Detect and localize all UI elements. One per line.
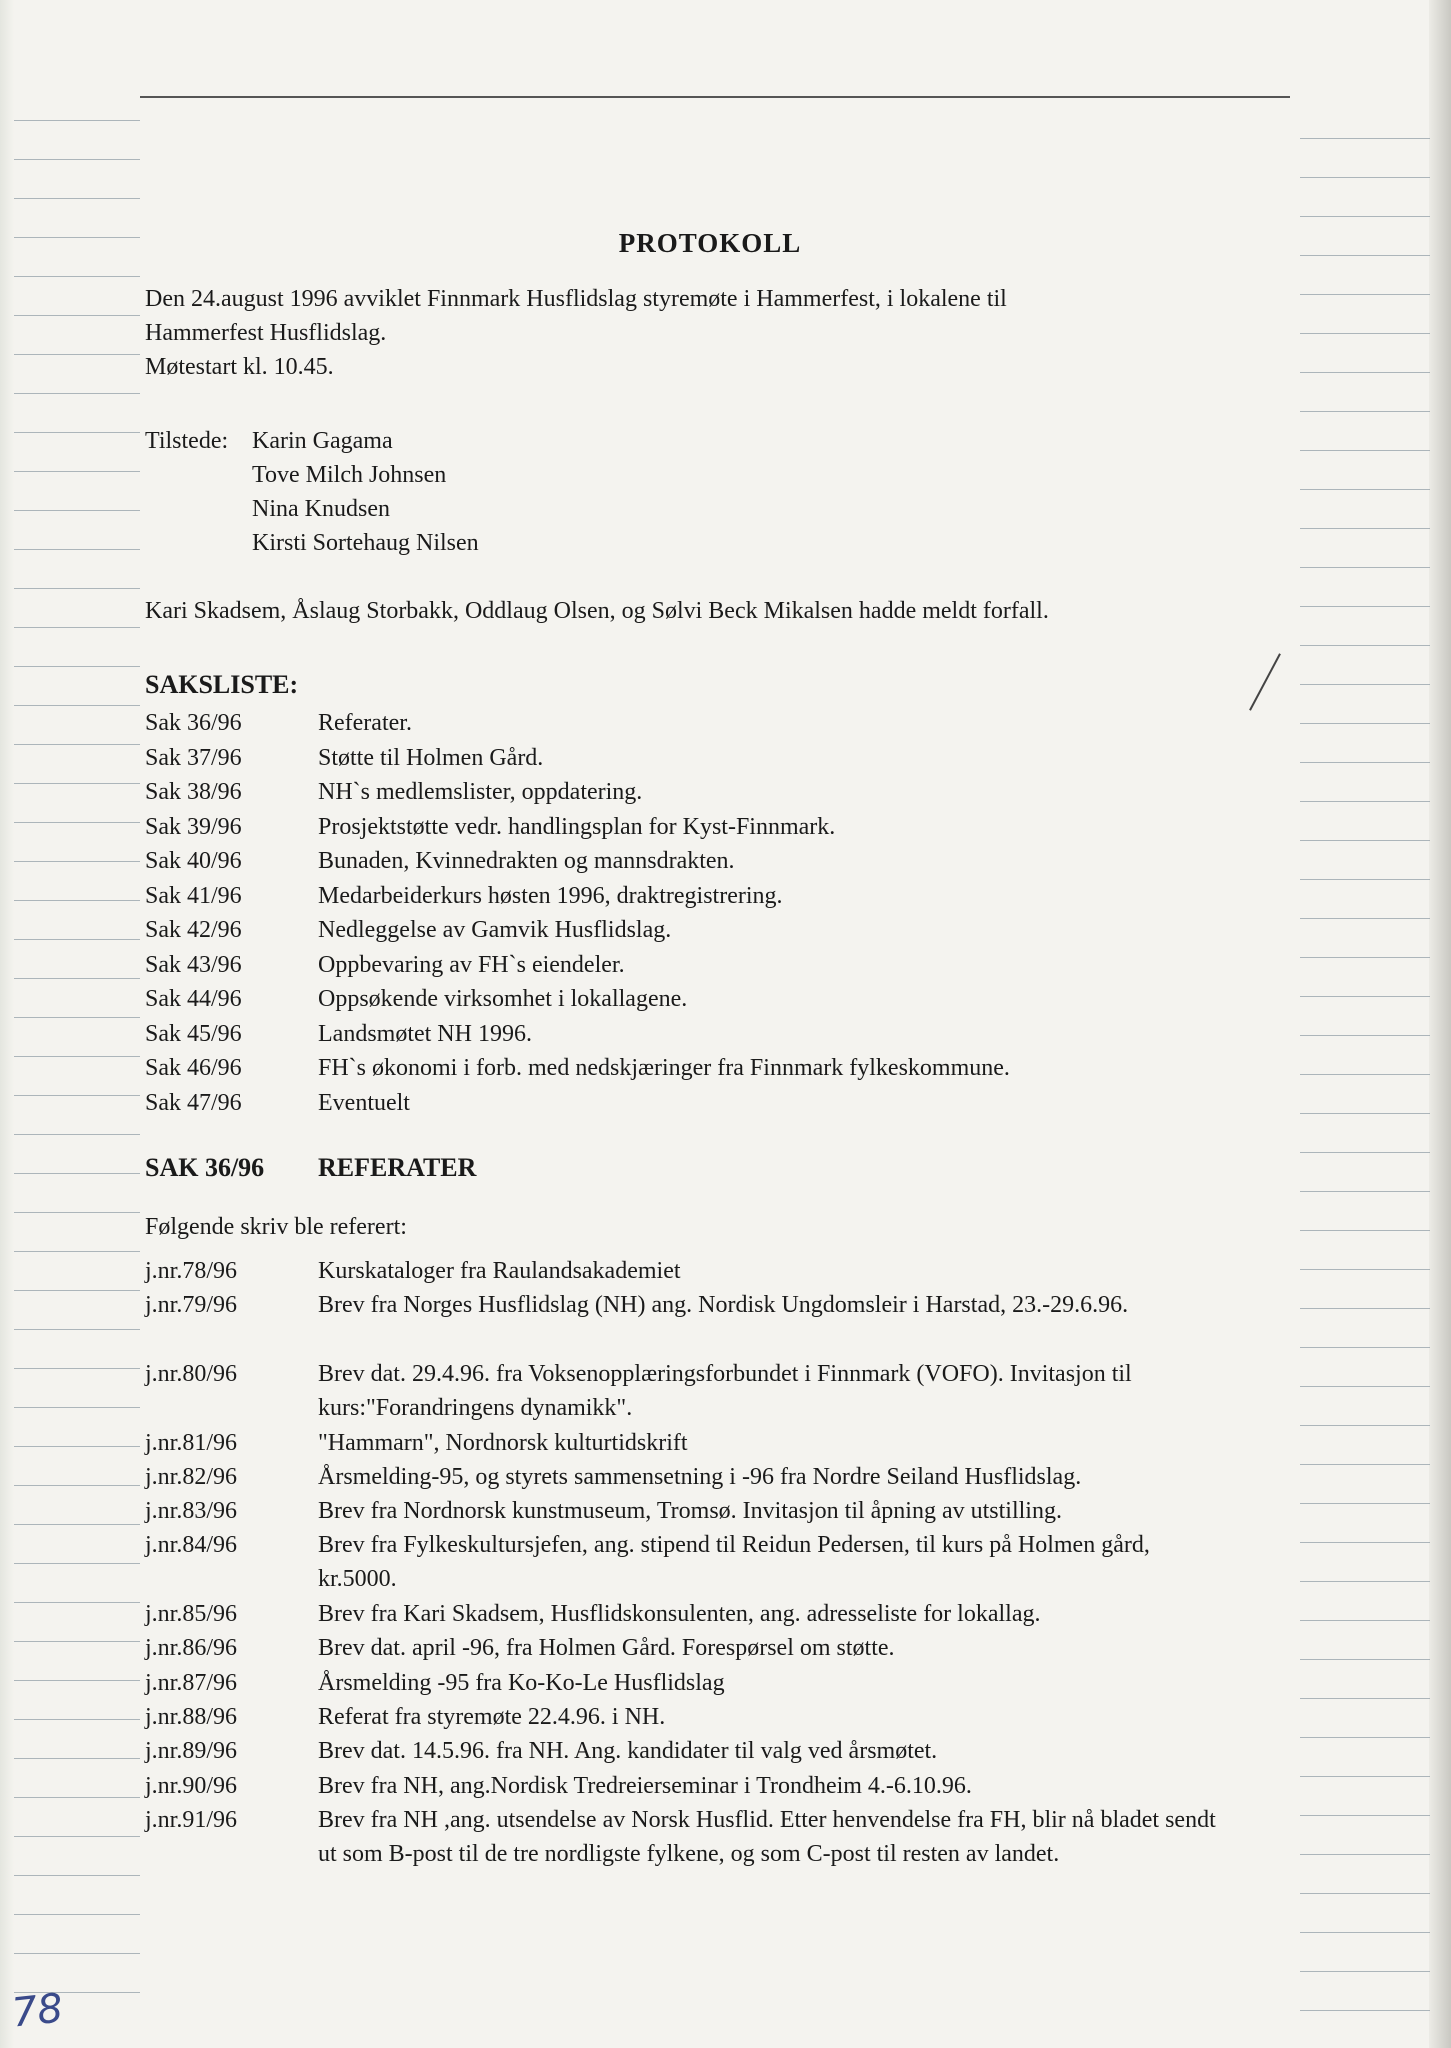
ruled-line bbox=[14, 1251, 140, 1252]
ruled-line bbox=[14, 1017, 140, 1018]
journal-text: Brev fra Norges Husflidslag (NH) ang. Nordisk Ungdomsleir i Harstad, 23.-29.6.96. bbox=[318, 1292, 1129, 1319]
ruled-line bbox=[1300, 1893, 1430, 1894]
ruled-line bbox=[14, 861, 140, 862]
ruled-line bbox=[1300, 1230, 1430, 1231]
journal-text: "Hammarn", Nordnorsk kulturtidskrift bbox=[318, 1429, 688, 1456]
ruled-line bbox=[14, 1329, 140, 1330]
agenda-item-number: Sak 45/96 bbox=[145, 1020, 242, 1047]
journal-number: j.nr.84/96 bbox=[145, 1532, 238, 1559]
journal-number: j.nr.82/96 bbox=[145, 1463, 238, 1490]
agenda-item-number: Sak 38/96 bbox=[145, 779, 242, 805]
journal-text: Referat fra styremøte 22.4.96. i NH. bbox=[318, 1703, 666, 1730]
journal-number: j.nr.78/96 bbox=[145, 1258, 238, 1284]
ruled-line bbox=[14, 588, 140, 589]
journal-text: Brev fra NH, ang.Nordisk Tredreierseminar i Trondheim 4.-6.10.96. bbox=[318, 1772, 972, 1799]
journal-text: Brev dat. april -96, fra Holmen Gård. Forespørsel om støtte. bbox=[318, 1635, 895, 1662]
ruled-line bbox=[14, 1953, 140, 1954]
ruled-line bbox=[1300, 1308, 1430, 1309]
ruled-line bbox=[1300, 489, 1430, 490]
agenda-item-text: Nedleggelse av Gamvik Husflidslag. bbox=[318, 917, 672, 943]
ruled-line bbox=[14, 1173, 140, 1174]
ruled-line bbox=[1300, 1659, 1430, 1660]
ruled-line bbox=[14, 1368, 140, 1369]
journal-number: j.nr.89/96 bbox=[145, 1738, 238, 1765]
agenda-item-text: Medarbeiderkurs høsten 1996, draktregistrering. bbox=[318, 882, 783, 909]
attendee: Karin Gagama bbox=[252, 428, 393, 454]
ruled-line bbox=[1300, 1932, 1430, 1933]
journal-text: Årsmelding -95 fra Ko-Ko-Le Husflidslag bbox=[318, 1669, 725, 1696]
ruled-line bbox=[1300, 1542, 1430, 1543]
ruled-line bbox=[1300, 1776, 1430, 1777]
agenda-item-number: Sak 39/96 bbox=[145, 813, 242, 840]
journal-number: j.nr.86/96 bbox=[145, 1635, 238, 1662]
journal-text: Kurskataloger fra Raulandsakademiet bbox=[318, 1258, 681, 1284]
ruled-line bbox=[1300, 216, 1430, 217]
ruled-line bbox=[1300, 684, 1430, 685]
agenda-item-number: Sak 46/96 bbox=[145, 1055, 242, 1081]
ruled-line bbox=[14, 1836, 140, 1837]
absent-note: Kari Skadsem, Åslaug Storbakk, Oddlaug Olsen, og Sølvi Beck Mikalsen hadde meldt forfall. bbox=[145, 598, 1049, 624]
ruled-line bbox=[14, 1758, 140, 1759]
ruled-line bbox=[14, 627, 140, 628]
ruled-line bbox=[14, 1875, 140, 1876]
ruled-line bbox=[1300, 528, 1430, 529]
ruled-line bbox=[14, 978, 140, 979]
ruled-line bbox=[14, 1602, 140, 1603]
ruled-line bbox=[1300, 801, 1430, 802]
meeting-start: Møtestart kl. 10.45. bbox=[145, 354, 334, 380]
agenda-item-text: NH`s medlemslister, oppdatering. bbox=[318, 779, 643, 805]
journal-text: Brev fra NH ,ang. utsendelse av Norsk Husflid. Etter henvendelse fra FH, blir nå bladet sendt ut som B-post til de tre nordligste fylkene, og som C-post til resten av landet. bbox=[318, 1806, 1216, 1867]
attendee: Nina Knudsen bbox=[252, 496, 390, 522]
ruled-line bbox=[14, 744, 140, 745]
ruled-line bbox=[1300, 294, 1430, 295]
ruled-line bbox=[1300, 879, 1430, 880]
ruled-line bbox=[14, 120, 140, 121]
ruled-line bbox=[14, 1095, 140, 1096]
ruled-line bbox=[1300, 1620, 1430, 1621]
agenda-item-text: Eventuelt bbox=[318, 1089, 410, 1116]
agenda-item-number: Sak 40/96 bbox=[145, 848, 242, 874]
ruled-line bbox=[14, 939, 140, 940]
ruled-line bbox=[1300, 1971, 1430, 1972]
ruled-line bbox=[1300, 450, 1430, 451]
journal-number: j.nr.81/96 bbox=[145, 1429, 238, 1456]
ruled-line bbox=[14, 432, 140, 433]
ruled-line bbox=[1300, 606, 1430, 607]
agenda-item-number: Sak 41/96 bbox=[145, 882, 242, 909]
ruled-line bbox=[14, 1485, 140, 1486]
section-intro: Følgende skriv ble referert: bbox=[145, 1214, 407, 1240]
ruled-line bbox=[1300, 840, 1430, 841]
journal-number: j.nr.88/96 bbox=[145, 1703, 238, 1730]
ruled-line bbox=[1300, 372, 1430, 373]
ruled-line bbox=[1300, 138, 1430, 139]
binder-edge-left bbox=[0, 0, 14, 2048]
ruled-line bbox=[14, 705, 140, 706]
agenda-item-text: Støtte til Holmen Gård. bbox=[318, 744, 544, 771]
ruled-line bbox=[14, 315, 140, 316]
ruled-line bbox=[1300, 1581, 1430, 1582]
section-number: SAK 36/96 bbox=[145, 1153, 265, 1182]
ruled-line bbox=[14, 1212, 140, 1213]
ruled-line bbox=[1300, 567, 1430, 568]
ruled-line bbox=[14, 1563, 140, 1564]
ruled-line bbox=[1300, 1152, 1430, 1153]
ruled-line bbox=[14, 1134, 140, 1135]
ruled-line bbox=[1300, 1074, 1430, 1075]
agenda-item-number: Sak 37/96 bbox=[145, 744, 242, 771]
agenda-heading: SAKSLISTE: bbox=[145, 670, 299, 699]
agenda-item-text: Oppbevaring av FH`s eiendeler. bbox=[318, 951, 625, 978]
journal-text: Brev dat. 14.5.96. fra NH. Ang. kandidater til valg ved årsmøtet. bbox=[318, 1738, 938, 1765]
ruled-line bbox=[1300, 1737, 1430, 1738]
ruled-line bbox=[1300, 918, 1430, 919]
ruled-line bbox=[14, 354, 140, 355]
agenda-item-number: Sak 36/96 bbox=[145, 710, 242, 736]
ruled-line bbox=[14, 198, 140, 199]
ruled-line bbox=[14, 1056, 140, 1057]
intro-line-1: Den 24.august 1996 avviklet Finnmark Husflidslag styremøte i Hammerfest, i lokalene til bbox=[145, 286, 1007, 312]
ruled-line bbox=[14, 1719, 140, 1720]
page-number: 78 bbox=[9, 1985, 66, 2037]
ruled-line bbox=[14, 276, 140, 277]
ruled-line bbox=[1300, 1191, 1430, 1192]
ruled-line bbox=[1300, 1113, 1430, 1114]
page-title: PROTOKOLL bbox=[618, 228, 802, 258]
agenda-item-text: Oppsøkende virksomhet i lokallagene. bbox=[318, 986, 688, 1012]
journal-text: Årsmelding-95, og styrets sammensetning i -96 fra Nordre Seiland Husflidslag. bbox=[318, 1463, 1082, 1490]
journal-number: j.nr.79/96 bbox=[145, 1292, 238, 1319]
ruled-line bbox=[14, 1680, 140, 1681]
ruled-line bbox=[14, 159, 140, 160]
ruled-line bbox=[1300, 1854, 1430, 1855]
ruled-line bbox=[1300, 1464, 1430, 1465]
journal-text: Brev fra Kari Skadsem, Husflidskonsulenten, ang. adresseliste for lokallag. bbox=[318, 1601, 1041, 1627]
attendee: Tove Milch Johnsen bbox=[252, 462, 447, 488]
ruled-line bbox=[1300, 1269, 1430, 1270]
ruled-line bbox=[1300, 645, 1430, 646]
ruled-line bbox=[1300, 1035, 1430, 1036]
ruled-line bbox=[14, 666, 140, 667]
ruled-line bbox=[14, 1914, 140, 1915]
agenda-item-text: Referater. bbox=[318, 710, 412, 736]
intro-line-2: Hammerfest Husflidslag. bbox=[145, 320, 387, 346]
ruled-line bbox=[1300, 1347, 1430, 1348]
journal-number: j.nr.90/96 bbox=[145, 1772, 238, 1799]
ruled-line bbox=[14, 783, 140, 784]
agenda-item-number: Sak 47/96 bbox=[145, 1089, 242, 1116]
binder-edge-right bbox=[1429, 0, 1451, 2048]
ruled-line bbox=[1300, 1815, 1430, 1816]
attendance-label: Tilstede: bbox=[145, 428, 229, 454]
ruled-line bbox=[1300, 2010, 1430, 2011]
agenda-item-number: Sak 42/96 bbox=[145, 917, 242, 943]
header-rule bbox=[140, 96, 1290, 98]
ruled-line bbox=[14, 1290, 140, 1291]
ruled-line bbox=[1300, 1698, 1430, 1699]
agenda-item-number: Sak 44/96 bbox=[145, 986, 242, 1012]
journal-text: Brev fra Fylkeskultursjefen, ang. stipend til Reidun Pedersen, til kurs på Holmen gård, kr.5000. bbox=[318, 1532, 1150, 1593]
ruled-line bbox=[14, 1797, 140, 1798]
journal-number: j.nr.87/96 bbox=[145, 1669, 238, 1696]
ruled-line bbox=[1300, 723, 1430, 724]
journal-number: j.nr.85/96 bbox=[145, 1601, 238, 1627]
section-heading: REFERATER bbox=[318, 1153, 477, 1182]
agenda-item-text: Bunaden, Kvinnedrakten og mannsdrakten. bbox=[318, 848, 735, 874]
journal-number: j.nr.83/96 bbox=[145, 1498, 238, 1525]
ruled-line bbox=[14, 1407, 140, 1408]
attendee: Kirsti Sortehaug Nilsen bbox=[252, 530, 479, 556]
ruled-line bbox=[14, 1446, 140, 1447]
ruled-line bbox=[14, 510, 140, 511]
ruled-line bbox=[1300, 411, 1430, 412]
ruled-line bbox=[14, 471, 140, 472]
journal-number: j.nr.91/96 bbox=[145, 1806, 238, 1833]
ruled-line bbox=[1300, 333, 1430, 334]
agenda-item-text: Landsmøtet NH 1996. bbox=[318, 1020, 532, 1047]
journal-text: Brev dat. 29.4.96. fra Voksenopplæringsforbundet i Finnmark (VOFO). Invitasjon til kurs:"Forandringens dynamikk". bbox=[318, 1360, 1132, 1421]
ruled-line bbox=[14, 549, 140, 550]
agenda-item-text: Prosjektstøtte vedr. handlingsplan for Kyst-Finnmark. bbox=[318, 813, 836, 840]
ruled-line bbox=[1300, 1503, 1430, 1504]
ruled-line bbox=[1300, 255, 1430, 256]
ruled-line bbox=[14, 393, 140, 394]
ruled-line bbox=[14, 237, 140, 238]
ruled-line bbox=[14, 1641, 140, 1642]
ruled-line bbox=[1300, 177, 1430, 178]
agenda-item-number: Sak 43/96 bbox=[145, 951, 242, 978]
ruled-line bbox=[14, 900, 140, 901]
agenda-item-text: FH`s økonomi i forb. med nedskjæringer fra Finnmark fylkeskommune. bbox=[318, 1055, 1010, 1081]
journal-number: j.nr.80/96 bbox=[145, 1360, 238, 1387]
journal-text: Brev fra Nordnorsk kunstmuseum, Tromsø. Invitasjon til åpning av utstilling. bbox=[318, 1498, 1062, 1525]
ruled-line bbox=[1300, 1386, 1430, 1387]
ruled-line bbox=[14, 1524, 140, 1525]
pen-mark bbox=[1249, 653, 1281, 710]
ruled-line bbox=[1300, 1425, 1430, 1426]
ruled-line bbox=[1300, 957, 1430, 958]
ruled-line bbox=[1300, 762, 1430, 763]
ruled-line bbox=[1300, 996, 1430, 997]
ruled-line bbox=[14, 822, 140, 823]
